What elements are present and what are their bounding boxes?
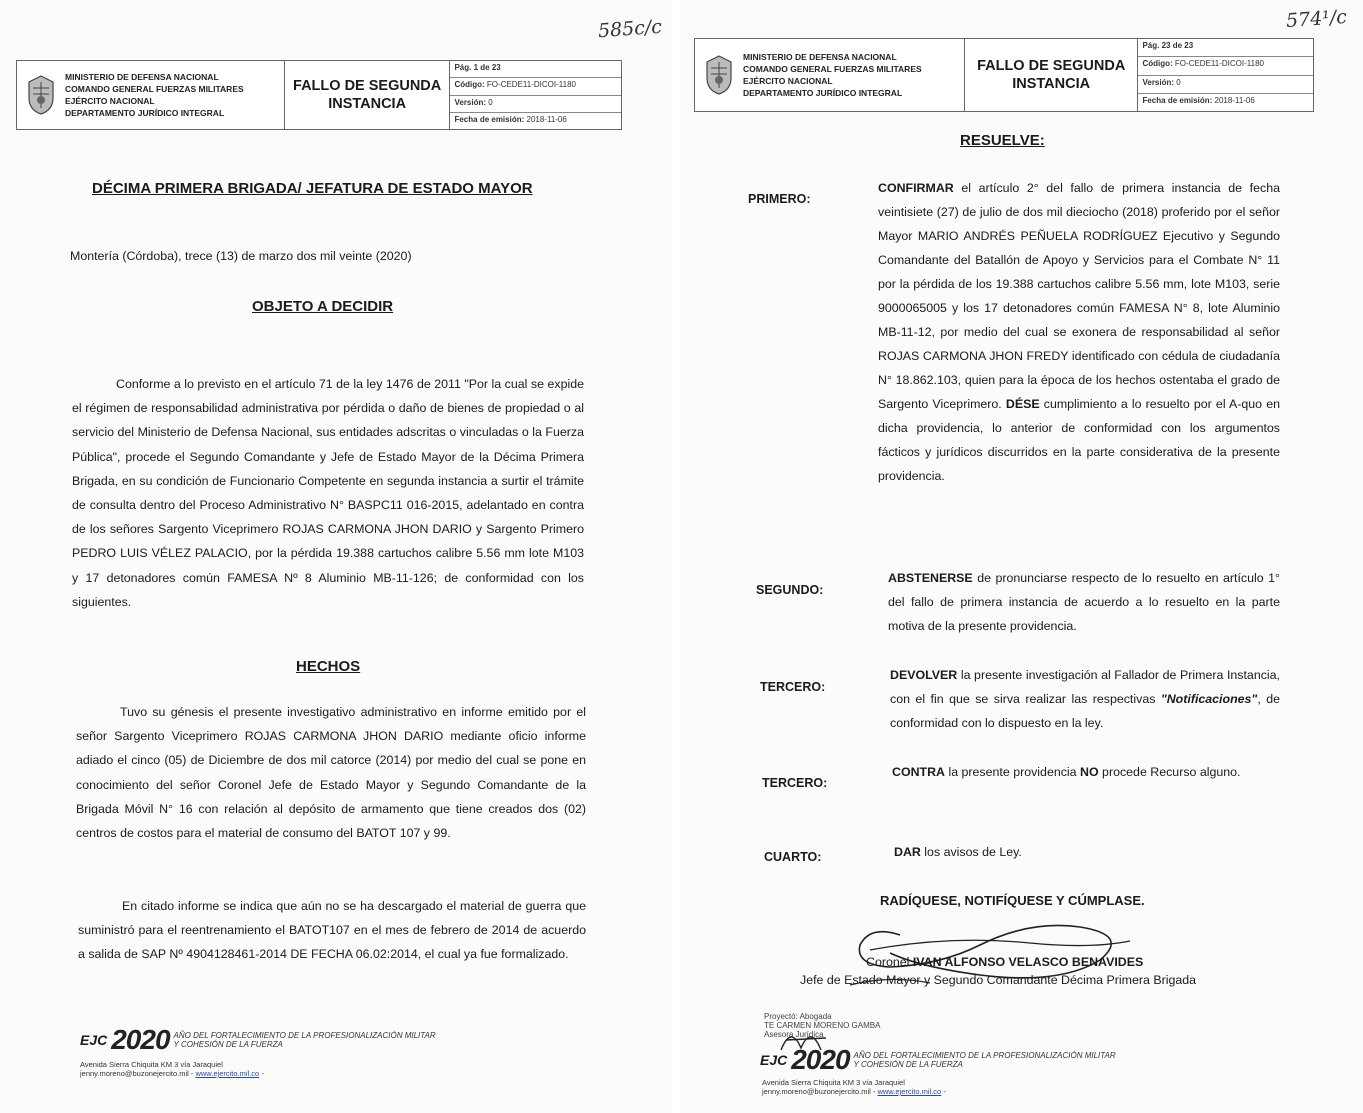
header-title-line: INSTANCIA xyxy=(1012,76,1091,92)
resolution-text-primero: CONFIRMAR el artículo 2° del fallo de primera instancia de fecha veintisiete (27) de julio de dos mil dieciocho (2018) proferido por el señor Mayor MARIO ANDRÉS PEÑUELA RODRÍGUEZ Ejecutivo y Segundo Comandante del Batallón de Apoyo y Servicios para el Combate N° 11 por la pérdida de los 19.388 cartuchos calibre 5.56 mm, lote M103, serie 9000065005 y los 17 detonadores común FAMESA N° 8, lote Aluminio MB-11-12, por medio del cual se exonera de responsabilidad al señor ROJAS CARMONA JHON FREDY identificado con cédula de ciudadanía N° 18.862.103, quien para la época de los hechos ostentaba el grado de Sargento Viceprimero. DÉSE cumplimiento a lo resuelto por el A-quo en dicha providencia, lo anterior de conformidad con los argumentos fácticos y jurídicos discurridos en la parte considerativa de la presente providencia. xyxy=(878,181,1280,483)
paragraph-text: En citado informe se indica que aún no se ha descargado el material de guerra que suministró para el reentrenamiento el BATOT107 en el mes de febrero de 2014 de acuerdo a salida de SAP Nº 4904128461-2014 DE FECHA 06.02:2014, el cual ya fue formalizado. xyxy=(78,899,586,962)
closing-formula: RADÍQUESE, NOTIFÍQUESE Y CÚMPLASE. xyxy=(880,893,1145,908)
footer-slogan-line: Y COHESIÓN DE LA FUERZA xyxy=(173,1040,283,1049)
issue-date: Fecha de emisión: 2018-11-06 xyxy=(1142,95,1255,105)
page-number: Pág. 23 de 23 xyxy=(1138,39,1313,57)
header-organization xyxy=(17,61,285,129)
footer-web-suffix: - xyxy=(943,1087,946,1096)
resuelve-heading: RESUELVE: xyxy=(960,132,1045,149)
ejc-logo-text: EJC xyxy=(80,1032,108,1048)
header-title-line: FALLO DE SEGUNDA xyxy=(293,78,442,94)
document-header xyxy=(16,60,622,130)
document-version: Versión: 0 xyxy=(1138,76,1313,94)
header-org-line: MINISTERIO DE DEFENSA NACIONAL xyxy=(65,72,219,82)
resolution-text-tercero-second: CONTRA la presente providencia NO procede Recurso alguno. xyxy=(892,765,1241,779)
signer-title: Jefe de Estado Mayor y Segundo Comandante Décima Primera Brigada xyxy=(800,973,1197,987)
resolution-label-segundo: SEGUNDO: xyxy=(756,583,824,597)
projected-by-line: Asesora Jurídica xyxy=(764,1030,824,1039)
footer-slogan-line: AÑO DEL FORTALECIMIENTO DE LA PROFESIONALIZACIÓN MILITAR xyxy=(853,1051,1116,1060)
footer-slogan-line: Y COHESIÓN DE LA FUERZA xyxy=(853,1060,963,1069)
footer-website-link[interactable]: www.ejercito.mil.co xyxy=(195,1069,260,1078)
footer-email: jenny.moreno@buzonejercito.mil - xyxy=(80,1069,194,1078)
paragraph-text: Tuvo su génesis el presente investigativo administrativo en informe emitido por el señor Sargento Viceprimero ROJAS CARMONA JHON DARIO mediante oficio informe adiado el cinco (05) de Diciembre de dos mil catorce (2014) por medio del cual se pone en conocimiento del señor Coronel Jefe de Estado Mayor y Segundo Comandante de la Brigada Móvil N° 16 con relación al depósito de armamento que tiene creados dos (02) centros de costos para el material de consumo del BATOT 107 y 99. xyxy=(76,705,586,841)
document-code: Código: FO-CEDE11-DICOI-1180 xyxy=(1138,57,1313,75)
page-number: Pág. 1 de 23 xyxy=(450,61,621,78)
header-title-line: FALLO DE SEGUNDA xyxy=(977,58,1126,74)
footer-logo xyxy=(80,1024,436,1056)
signer-name-line xyxy=(866,954,1296,970)
coat-of-arms-icon xyxy=(701,54,737,96)
resolution-label-primero: PRIMERO: xyxy=(748,192,811,206)
footer-year: 2020 xyxy=(791,1044,850,1075)
hechos-paragraph-2 xyxy=(78,894,586,967)
issue-date: Fecha de emisión: 2018-11-06 xyxy=(454,114,567,124)
page-gutter xyxy=(672,0,680,1113)
header-org-line: COMANDO GENERAL FUERZAS MILITARES xyxy=(743,64,922,74)
objeto-paragraph xyxy=(72,372,584,614)
signer-name: IVAN ALFONSO VELASCO BENAVIDES xyxy=(912,955,1144,969)
footer-year: 2020 xyxy=(111,1024,170,1055)
footer-logo xyxy=(760,1044,1116,1076)
resolution-text-segundo: ABSTENERSE de pronunciarse respecto de lo resuelto en artículo 1° del fallo de primera instancia de acuerdo a lo resuelto en la parte motiva de la presente providencia. xyxy=(888,571,1280,633)
footer-slogan-line: AÑO DEL FORTALECIMIENTO DE LA PROFESIONALIZACIÓN MILITAR xyxy=(173,1031,436,1040)
document-version: Versión: 0 xyxy=(450,96,621,113)
resolution-text-tercero: DEVOLVER la presente investigación al Fallador de Primera Instancia, con el fin que se sirva realizar las respectivas "Notificaciones", de conformidad con lo dispuesto en la ley. xyxy=(890,668,1280,730)
document-page-left xyxy=(0,0,672,1113)
footer-address xyxy=(762,1078,946,1096)
hechos-heading: HECHOS xyxy=(296,658,361,675)
header-org-line: DEPARTAMENTO JURÍDICO INTEGRAL xyxy=(65,108,225,118)
projected-by-line: TE CARMEN MORENO GAMBA xyxy=(764,1021,881,1030)
header-title-line: INSTANCIA xyxy=(328,96,407,112)
resolution-label-cuarto: CUARTO: xyxy=(764,850,822,864)
resolution-label-tercero-second: TERCERO: xyxy=(762,776,828,790)
handwritten-folio-note: 574¹/c xyxy=(1285,5,1348,33)
coat-of-arms-icon xyxy=(23,74,59,116)
footer-address-line: Avenida Sierra Chiquita KM 3 vía Jaraquiel xyxy=(762,1078,905,1087)
projected-by-line: Proyectó: Abogada xyxy=(764,1012,832,1021)
document-page-right xyxy=(680,0,1363,1113)
ejc-logo-text: EJC xyxy=(760,1052,788,1068)
header-org-line: COMANDO GENERAL FUERZAS MILITARES xyxy=(65,84,244,94)
footer-web-suffix: - xyxy=(261,1069,264,1078)
paragraph-text: Conforme a lo previsto en el artículo 71 de la ley 1476 de 2011 "Por la cual se expide el régimen de responsabilidad administrativa por pérdida o daño de bienes de propiedad o al servicio del Ministerio de Defensa Nacional, sus entidades adscritas o vinculadas o la Fuerza Pública", procede el Segundo Comandante y Jefe de Estado Mayor de la Décima Primera Brigada, en su condición de Funcionario Competente en segunda instancia a surtir el trámite de consulta dentro del Proceso Administrativo N° BASPC11 016-2015, adelantado en contra de los señores Sargento Viceprimero ROJAS CARMONA JHON DARIO y Sargento Primero PEDRO LUIS VÉLEZ PALACIO, por la pérdida 19.388 cartuchos calibre 5.56 mm lote M103 y 17 detonadores común FAMESA Nº 8 Aluminio MB-11-126; de conformidad con los siguientes. xyxy=(72,377,584,609)
resolution-text-cuarto: DAR los avisos de Ley. xyxy=(894,845,1022,859)
document-header xyxy=(694,38,1314,112)
signer-rank: Coronel xyxy=(866,955,910,969)
footer-address xyxy=(80,1060,264,1078)
brigade-heading: DÉCIMA PRIMERA BRIGADA/ JEFATURA DE ESTADO MAYOR xyxy=(92,180,533,197)
footer-email: jenny.moreno@buzonejercito.mil - xyxy=(762,1087,876,1096)
hechos-paragraph-1 xyxy=(76,700,586,845)
resolution-label-tercero: TERCERO: xyxy=(760,680,826,694)
header-document-title xyxy=(285,61,451,129)
header-metadata xyxy=(1138,39,1313,111)
footer-website-link[interactable]: www.ejercito.mil.co xyxy=(877,1087,942,1096)
header-document-title xyxy=(965,39,1139,111)
header-org-line: DEPARTAMENTO JURÍDICO INTEGRAL xyxy=(743,88,903,98)
header-metadata xyxy=(450,61,621,129)
footer-address-line: Avenida Sierra Chiquita KM 3 vía Jaraquiel xyxy=(80,1060,223,1069)
place-date: Montería (Córdoba), trece (13) de marzo dos mil veinte (2020) xyxy=(70,249,412,263)
handwritten-folio-note: 585c/c xyxy=(597,15,663,43)
header-org-line: MINISTERIO DE DEFENSA NACIONAL xyxy=(743,52,897,62)
objeto-heading: OBJETO A DECIDIR xyxy=(252,298,394,315)
header-organization xyxy=(695,39,965,111)
header-org-line: EJÉRCITO NACIONAL xyxy=(65,96,155,106)
header-org-line: EJÉRCITO NACIONAL xyxy=(743,76,833,86)
document-code: Código: FO-CEDE11-DICOI-1180 xyxy=(450,78,621,95)
